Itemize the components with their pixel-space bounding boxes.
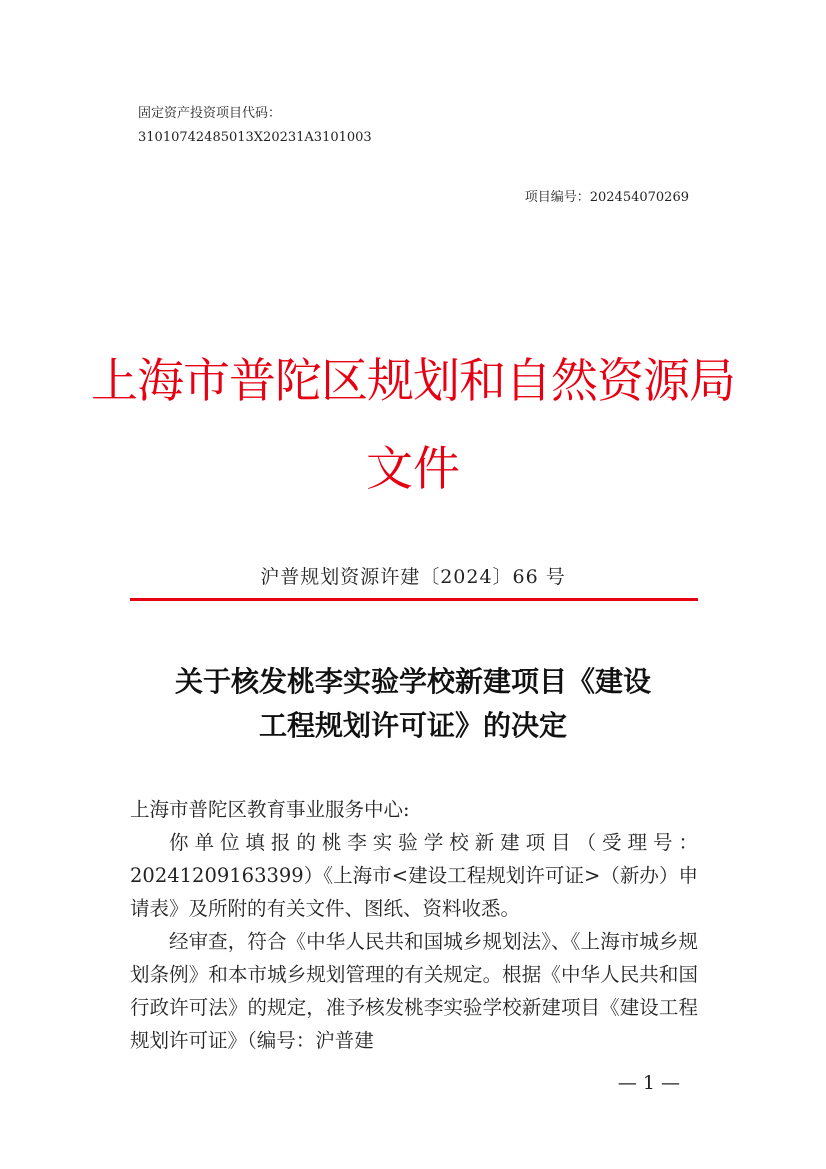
document-body (130, 793, 698, 1057)
fixed-asset-code-value: 31010742485013X20231A3101003 (138, 130, 372, 145)
document-title (0, 660, 826, 748)
body-paragraph-2: 经审查，符合《中华人民共和国城乡规划法》、《上海市城乡规划条例》和本市城乡规划管理的有关规定。根据《中华人民共和国行政许可法》的规定，准予核发桃李实验学校新建项目《建设工程规划许可证》（编号：沪普建 (130, 930, 698, 1052)
letterhead-document-kind: 文件 (366, 442, 460, 497)
document-title-line-1: 关于核发桃李实验学校新建项目《建设 (174, 665, 651, 698)
project-number: 项目编号：202454070269 (524, 190, 689, 205)
red-divider (130, 598, 698, 601)
fixed-asset-code-label: 固定资产投资项目代码： (138, 106, 282, 121)
body-paragraph-1: 你单位填报的桃李实验学校新建项目（受理号：20241209163399）《上海市<建设工程规划许可证>（新办）申请表》及所附的有关文件、图纸、资料收悉。 (130, 831, 698, 920)
fixed-asset-code-block (138, 102, 372, 150)
salutation: 上海市普陀区教育事业服务中心: (130, 798, 410, 821)
page-number: — 1 — (617, 1072, 680, 1094)
document-title-line-2: 工程规划许可证》的决定 (258, 709, 567, 742)
document-number: 沪普规划资源许建〔2024〕66 号 (260, 566, 566, 588)
letterhead-organization: 上海市普陀区规划和自然资源局 (91, 354, 735, 409)
